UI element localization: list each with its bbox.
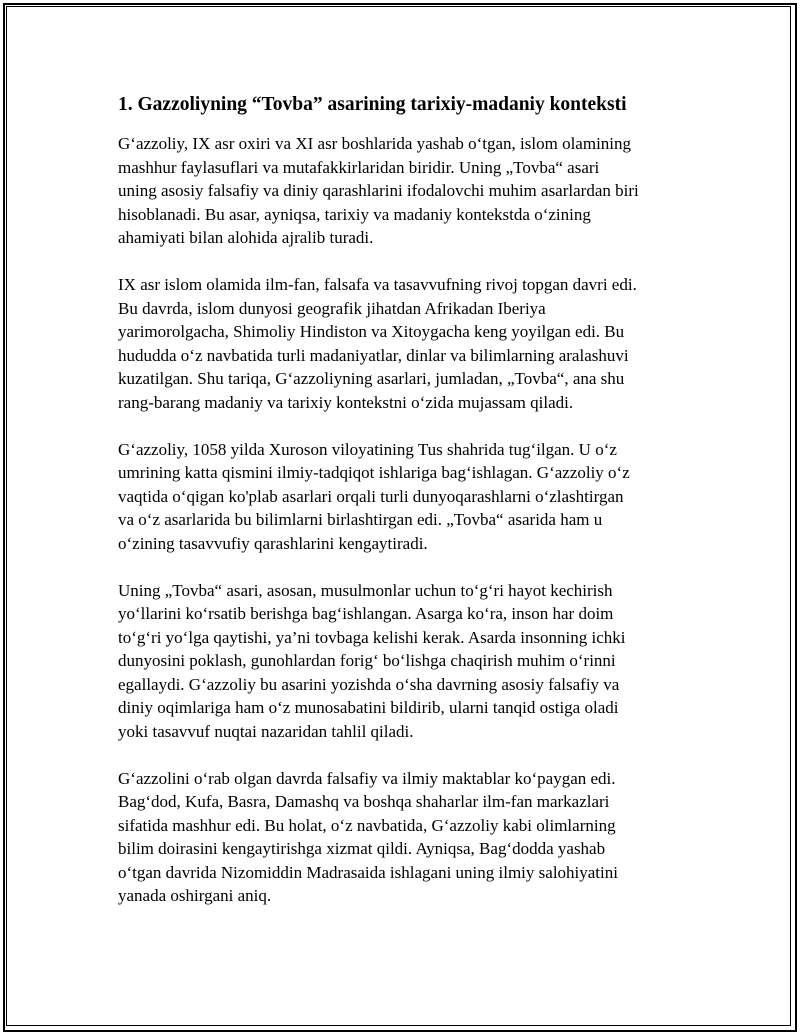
text-line: diniy oqimlariga ham o‘z munosabatini bildirib, ularni tanqid ostiga oladi — [118, 698, 619, 717]
paragraph-2 — [118, 273, 690, 414]
text-line: hududda o‘z navbatida turli madaniyatlar, dinlar va bilimlarning aralashuvi — [118, 345, 629, 365]
text-line: mashhur faylasuflari va mutafakkirlaridan biridir. Uning „Tovba“ asari — [118, 157, 600, 177]
text-line: dunyosini poklash, gunohlardan forig‘ bo‘lishga chaqirish muhim o‘rinni — [118, 651, 616, 670]
text-line: Uning „Tovba“ asari, asosan, musulmonlar uchun to‘g‘ri hayot kechirish — [118, 580, 613, 600]
text-line: Bu davrda, islom dunyosi geografik jihatdan Afrikadan Iberiya — [118, 298, 546, 318]
text-line: G‘azzolini o‘rab olgan davrda falsafiy va ilmiy maktablar ko‘paygan edi. — [118, 768, 616, 788]
paragraph-3 — [118, 438, 690, 556]
text-line: hisoblanadi. Bu asar, ayniqsa, tarixiy va madaniy kontekstda o‘zining — [118, 204, 591, 224]
text-line: o‘tgan davrida Nizomiddin Madrasaida ishlagani uning ilmiy salohiyatini — [118, 862, 618, 882]
text-line: vaqtida o‘qigan ko'plab asarlari orqali turli dunyoqarashlarni o‘zlashtirgan — [118, 486, 624, 506]
text-line: o‘zining tasavvufiy qarashlarini kengaytiradi. — [118, 533, 428, 553]
text-line: va o‘z asarlarida bu bilimlarni birlashtirgan edi. „Tovba“ asarida ham u — [118, 510, 603, 529]
document-body — [118, 92, 690, 931]
text-line: uning asosiy falsafiy va diniy qarashlarini ifodalovchi muhim asarlardan biri — [118, 181, 639, 200]
text-line: umrining katta qismini ilmiy-tadqiqot ishlariga bag‘ishlagan. G‘azzoliy o‘z — [118, 463, 630, 482]
text-line: Bag‘dod, Kufa, Basra, Damashq va boshqa shaharlar ilm-fan markazlari — [118, 792, 610, 811]
text-line: IX asr islom olamida ilm-fan, falsafa va tasavvufning rivoj topgan davri edi. — [118, 275, 637, 294]
text-line: yanada oshirgani aniq. — [118, 886, 272, 905]
text-line: bilim doirasini kengaytirishga xizmat qildi. Ayniqsa, Bag‘dodda yashab — [118, 839, 606, 858]
text-line: sifatida mashhur edi. Bu holat, o‘z navbatida, G‘azzoliy kabi olimlarning — [118, 815, 616, 835]
text-line: G‘azzoliy, IX asr oxiri va XI asr boshlarida yashab o‘tgan, islom olamining — [118, 134, 632, 153]
text-line: egallaydi. G‘azzoliy bu asarini yozishda o‘sha davrning asosiy falsafiy va — [118, 674, 620, 694]
text-line: G‘azzoliy, 1058 yilda Xuroson viloyatining Tus shahrida tug‘ilgan. U o‘z — [118, 439, 617, 459]
section-heading: 1. Gazzoliyning “Tovba” asarining tarixiy-madaniy konteksti — [118, 94, 627, 115]
text-line: to‘g‘ri yo‘lga qaytishi, ya’ni tovbaga kelishi kerak. Asarda insonning ichki — [118, 627, 626, 647]
paragraph-1 — [118, 132, 690, 250]
text-line: rang-barang madaniy va tarixiy kontekstni o‘zida mujassam qiladi. — [118, 392, 574, 412]
text-line: kuzatilgan. Shu tariqa, G‘azzoliyning asarlari, jumladan, „Tovba“, ana shu — [118, 369, 625, 388]
text-line: yoki tasavvuf nuqtai nazaridan tahlil qiladi. — [118, 721, 414, 741]
text-line: yarimorolgacha, Shimoliy Hindiston va Xitoygacha keng yoyilgan edi. Bu — [118, 322, 625, 341]
paragraph-5 — [118, 767, 690, 908]
paragraph-4 — [118, 579, 690, 744]
text-line: ahamiyati bilan alohida ajralib turadi. — [118, 228, 374, 247]
text-line: yo‘llarini ko‘rsatib berishga bag‘ishlangan. Asarga ko‘ra, inson har doim — [118, 604, 614, 623]
